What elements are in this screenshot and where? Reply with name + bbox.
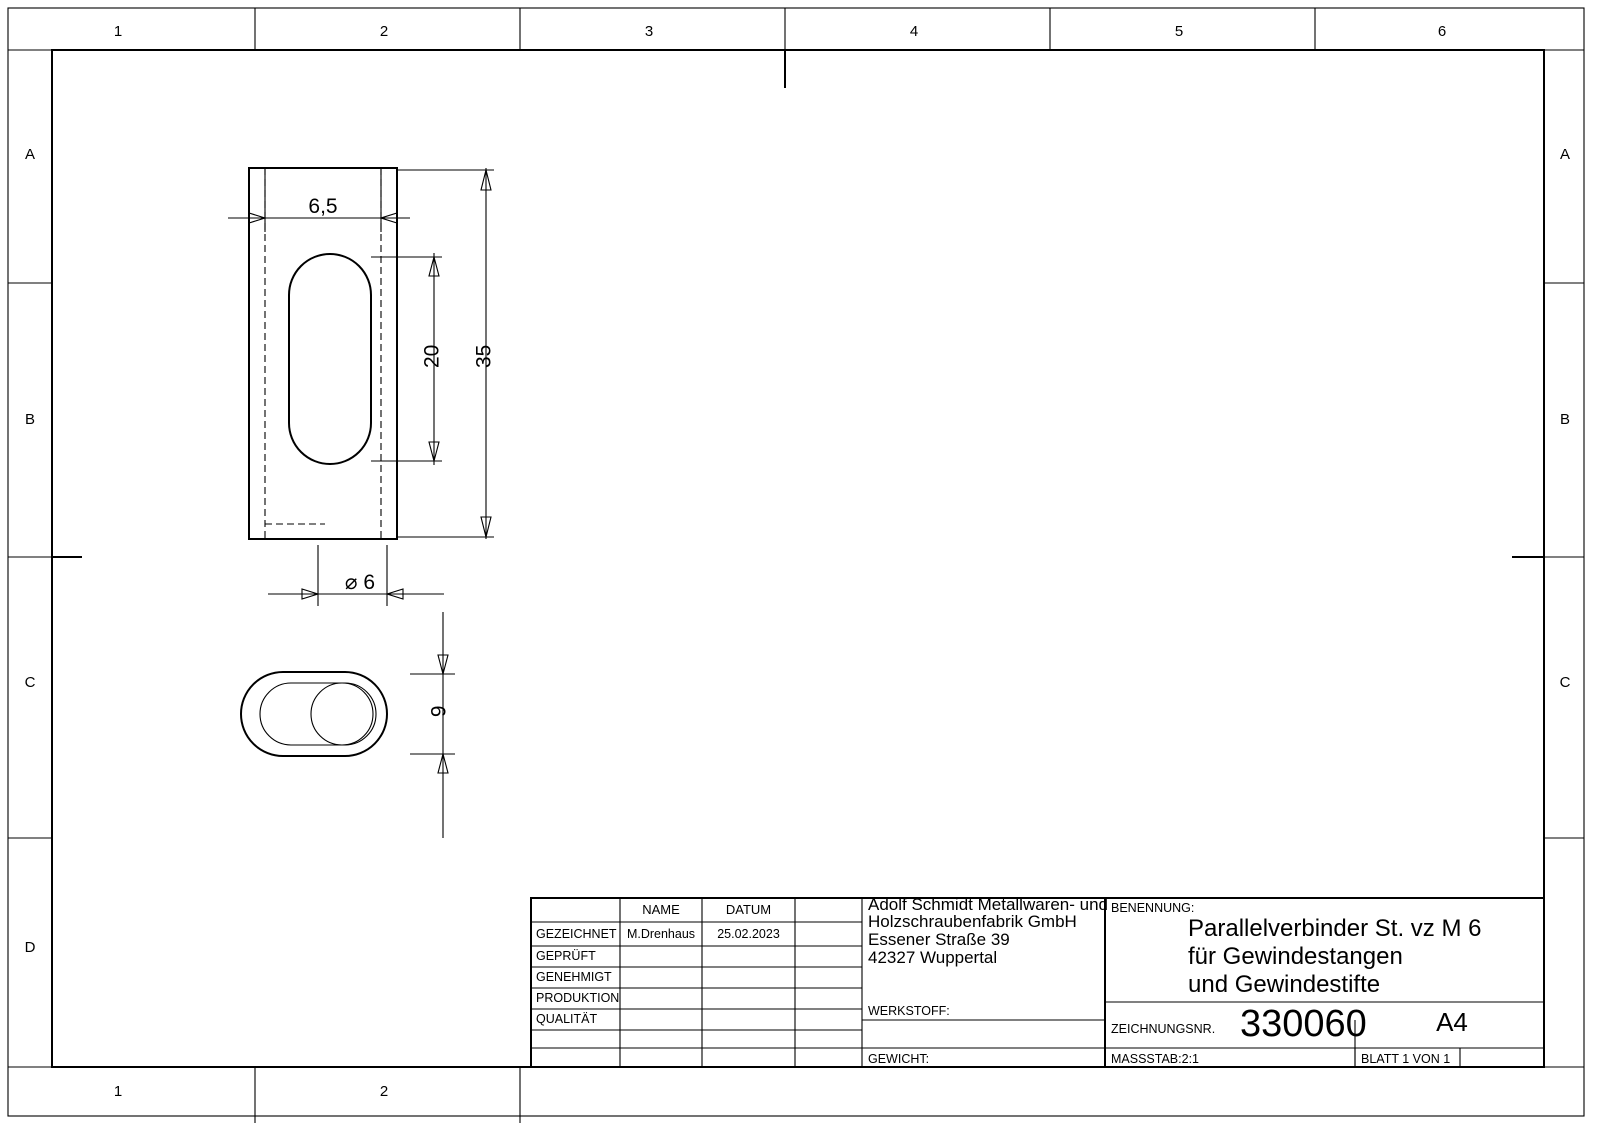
benennung-line-1: Parallelverbinder St. vz M 6 (1188, 915, 1482, 942)
zone-label-left-d: D (24, 939, 36, 956)
zone-label-top-1: 1 (113, 23, 123, 40)
part-side-view-inner (260, 683, 376, 745)
titleblock-row-label-geprueft: GEPRÜFT (536, 949, 596, 963)
zone-label-right-b: B (1559, 411, 1570, 428)
part-side-view-hole (311, 683, 373, 745)
sheet-format: A4 (1436, 1007, 1468, 1037)
titleblock-row-label-gezeichnet: GEZEICHNET (536, 927, 617, 941)
titleblock-row-label-genehmigt: GENEHMIGT (536, 970, 612, 984)
part-slot-obround (289, 254, 371, 464)
zone-label-left-b: B (24, 411, 35, 428)
dimension-overall-length: 35 (472, 344, 496, 369)
gewicht-label: GEWICHT: (868, 1052, 930, 1066)
dimension-hole-diameter: ⌀ 6 (344, 571, 376, 594)
zone-label-top-3: 3 (644, 23, 654, 40)
company-line-2: Holzschraubenfabrik GmbH (868, 912, 1077, 931)
zone-label-bottom-1: 1 (113, 1083, 123, 1100)
benennung-line-2: für Gewindestangen (1188, 943, 1403, 970)
zone-label-top-2: 2 (379, 23, 389, 40)
zone-label-left-a: A (24, 146, 35, 163)
zone-label-top-6: 6 (1437, 23, 1447, 40)
titleblock-row-datum-gezeichnet: 25.02.2023 (717, 927, 780, 941)
zeichnungsnr-label: ZEICHNUNGSNR. (1111, 1022, 1216, 1036)
zone-label-right-c: C (1559, 674, 1571, 691)
zone-label-right-a: A (1559, 146, 1570, 163)
werkstoff-label: WERKSTOFF: (868, 1004, 950, 1018)
titleblock-row-label-produktion: PRODUKTION (536, 991, 620, 1005)
massstab: MASSSTAB:2:1 (1111, 1052, 1199, 1066)
titleblock-header-datum: DATUM (725, 902, 772, 917)
company-line-3: Essener Straße 39 (868, 930, 1010, 949)
dimension-thickness: 9 (427, 705, 451, 718)
dimension-slot-inner-length: 20 (420, 344, 444, 369)
part-front-view-outline (249, 168, 397, 539)
titleblock-row-label-qualitaet: QUALITÄT (536, 1012, 598, 1026)
titleblock-row-name-gezeichnet: M.Drenhaus (626, 927, 696, 941)
company-line-1: Adolf Schmidt Metallwaren- und (868, 895, 1109, 914)
benennung-line-3: und Gewindestifte (1188, 971, 1381, 998)
blatt: BLATT 1 VON 1 (1361, 1052, 1451, 1066)
part-side-view-outer (241, 672, 387, 756)
zone-label-top-4: 4 (909, 23, 919, 40)
titleblock-header-name: NAME (642, 902, 680, 917)
dimension-slot-width: 6,5 (308, 195, 338, 218)
zone-label-left-c: C (24, 674, 36, 691)
zeichnungsnr-value: 330060 (1240, 1003, 1367, 1045)
zone-label-top-5: 5 (1174, 23, 1184, 40)
zone-label-bottom-2: 2 (379, 1083, 389, 1100)
benennung-label: BENENNUNG: (1111, 901, 1195, 915)
company-line-4: 42327 Wuppertal (868, 948, 998, 967)
